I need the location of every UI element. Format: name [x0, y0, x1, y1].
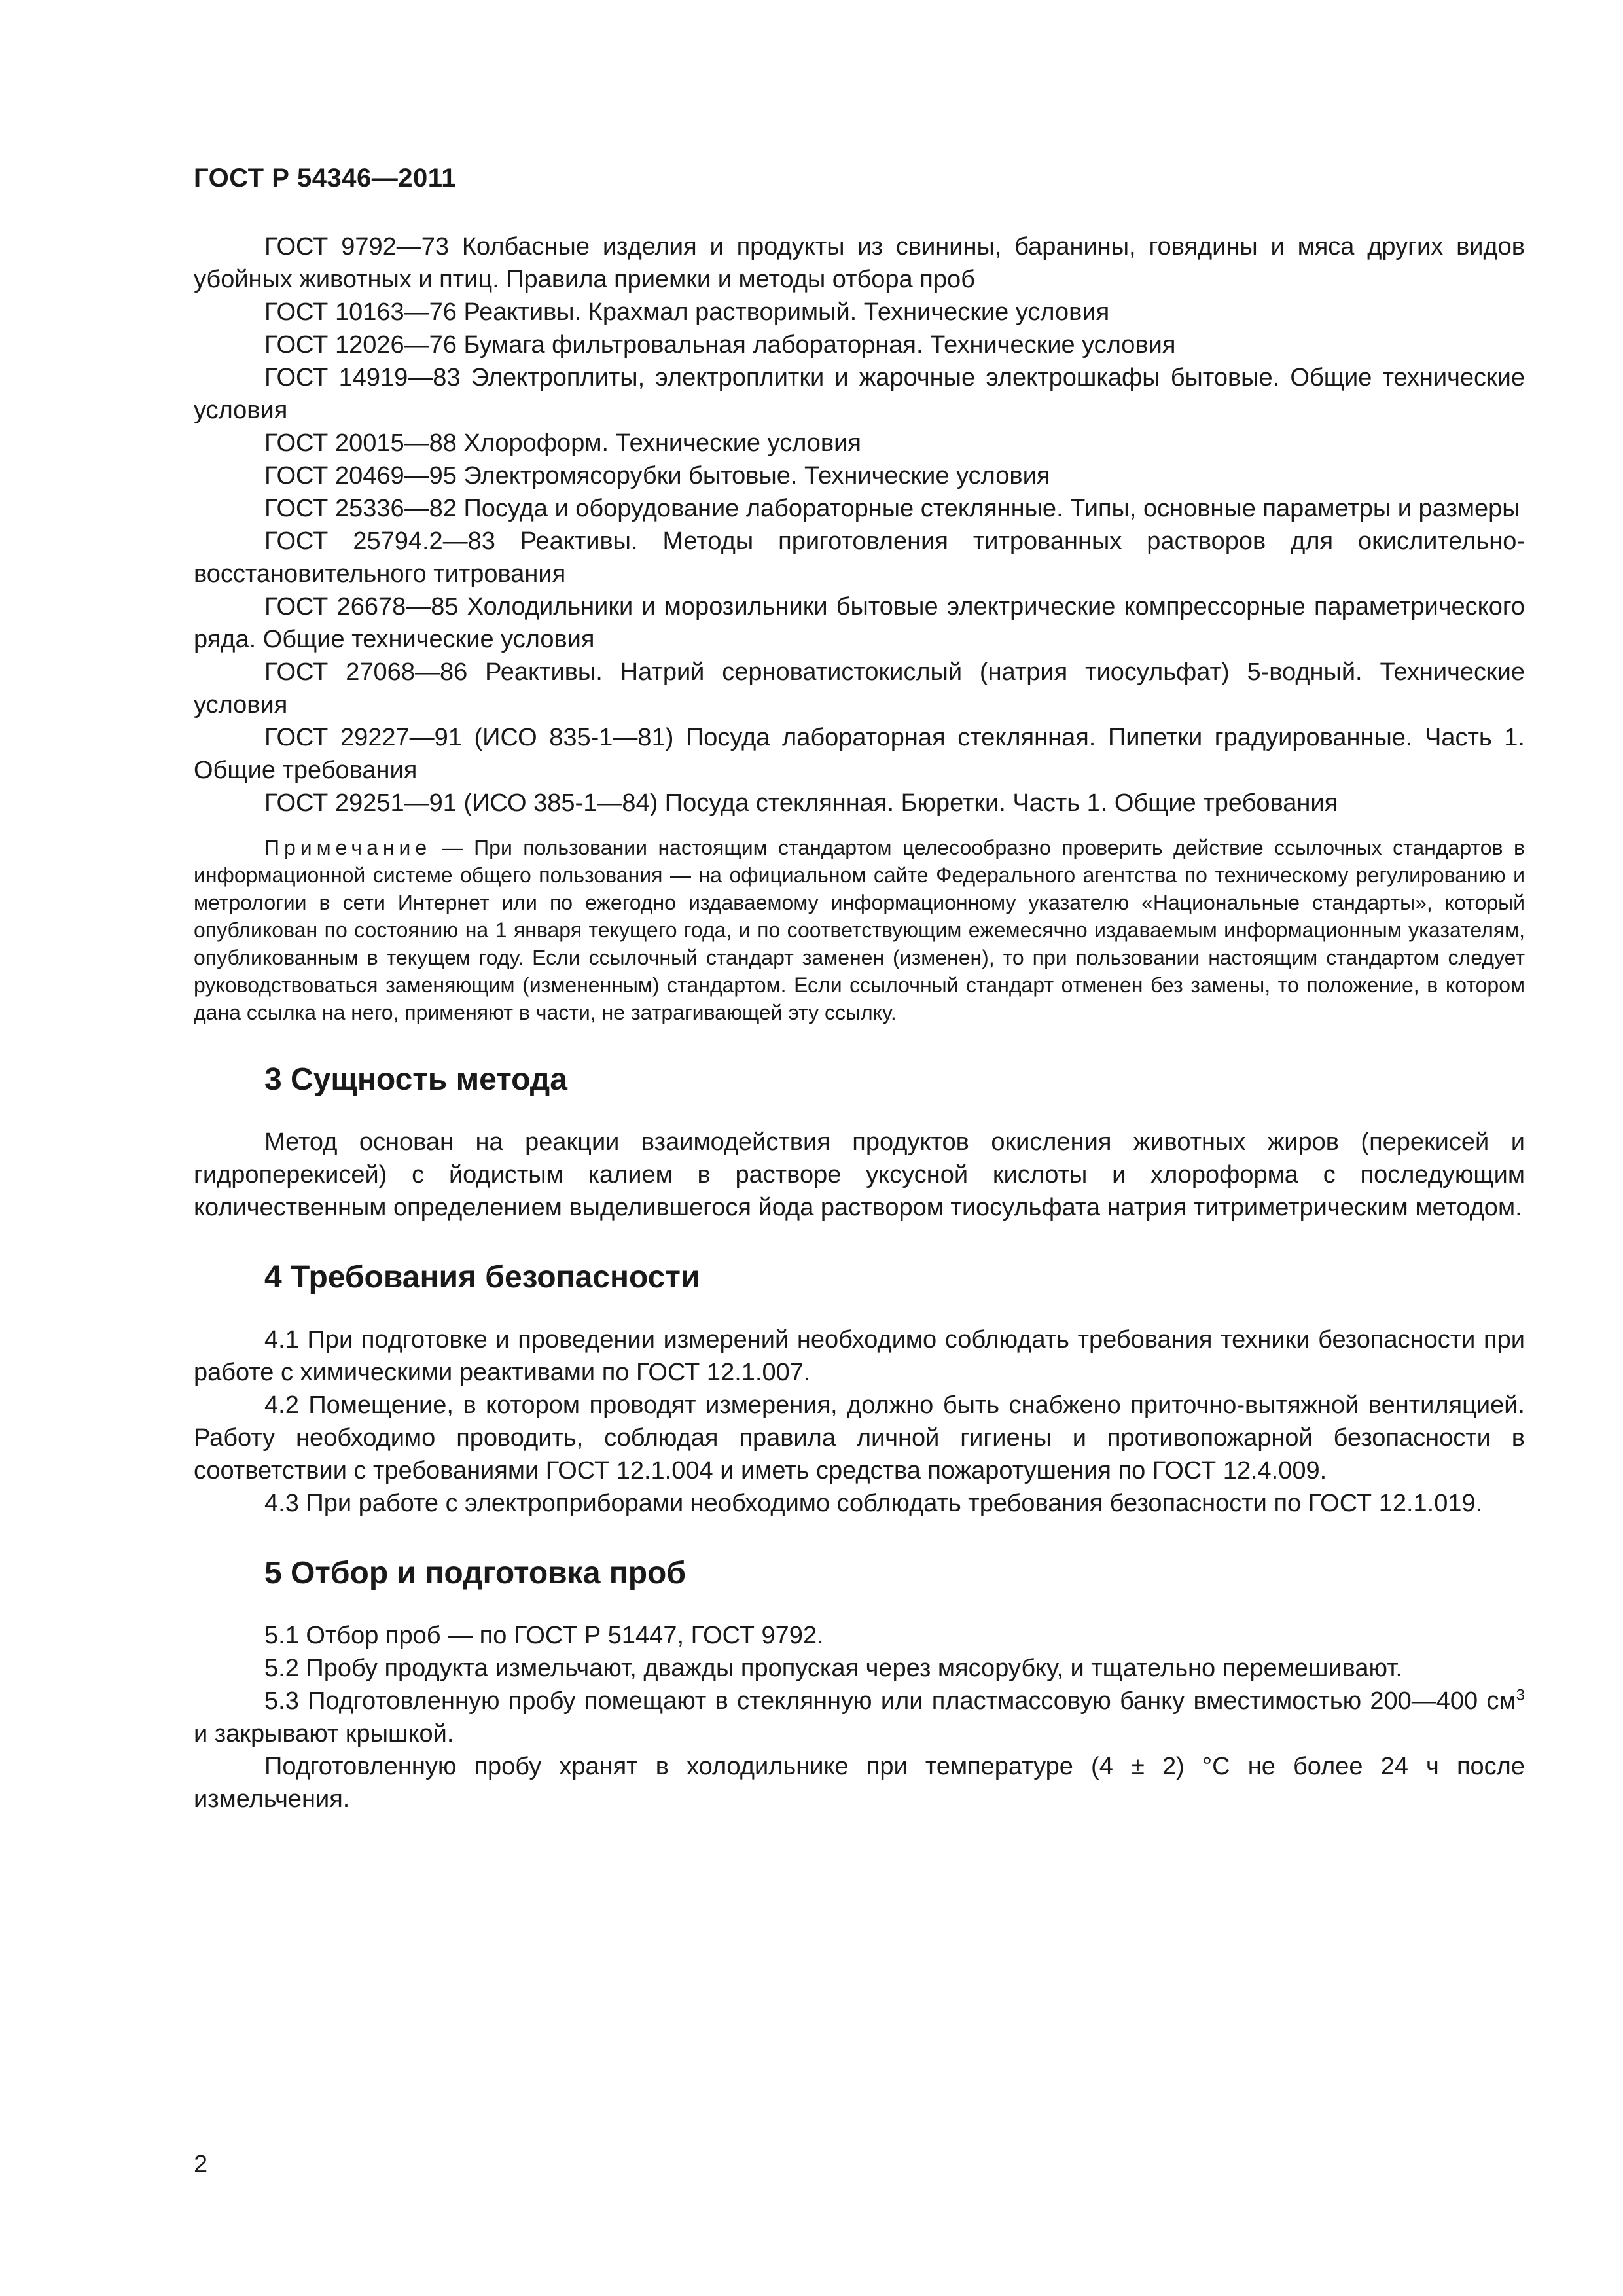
note-paragraph — [194, 834, 1525, 1026]
reference-item: ГОСТ 29227—91 (ИСО 835-1—81) Посуда лабораторная стеклянная. Пипетки градуированные. Часть 1. Общие требования — [194, 724, 1525, 784]
reference-item: ГОСТ 26678—85 Холодильники и морозильники бытовые электрические компрессорные параметрического ряда. Общие технические условия — [194, 593, 1525, 653]
section-4-paragraph: 4.2 Помещение, в котором проводят измерения, должно быть снабжено приточно-вытяжной вентиляцией. Работу необходимо проводить, соблюдая правила личной гигиены и противопожарной безопасности в соответствии с требованиями ГОСТ 12.1.004 и иметь средства пожаротушения по ГОСТ 12.4.009. — [194, 1391, 1525, 1484]
section-5-title: 5 Отбор и подготовка проб — [264, 1556, 687, 1590]
section-3-title: 3 Сущность метода — [264, 1062, 567, 1097]
reference-item: ГОСТ 9792—73 Колбасные изделия и продукты из свинины, баранины, говядины и мяса других видов убойных животных и птиц. Правила приемки и методы отбора проб — [194, 233, 1525, 293]
reference-item: ГОСТ 14919—83 Электроплиты, электроплитки и жарочные электрошкафы бытовые. Общие технические условия — [194, 364, 1525, 424]
section-5-paragraph — [194, 1685, 1525, 1750]
section-4-paragraph: 4.3 При работе с электроприборами необходимо соблюдать требования безопасности по ГОСТ 12.1.019. — [264, 1490, 1483, 1517]
references-list — [194, 230, 1525, 819]
note-label: Примечание — [264, 836, 432, 859]
section-4-title: 4 Требования безопасности — [264, 1260, 700, 1295]
reference-item: ГОСТ 10163—76 Реактивы. Крахмал растворимый. Технические условия — [264, 298, 1110, 326]
page-number: 2 — [194, 2151, 208, 2178]
superscript-3: 3 — [1516, 1686, 1525, 1704]
reference-item: ГОСТ 12026—76 Бумага фильтровальная лабораторная. Технические условия — [264, 331, 1176, 359]
note-text: — При пользовании настоящим стандартом целесообразно проверить действие ссылочных стандартов в информационной системе общего пользования — на официальном сайте Федерального агентства по техническому регулированию и метрологии в сети Интернет или по ежегодно издаваемому информационному указателю «Национальные стандарты», который опубликован по состоянию на 1 января текущего года, и по соответствующим ежемесячно издаваемым информационным указателям, опубликованным в текущем году. Если ссылочный стандарт заменен (изменен), то при пользовании настоящим стандартом следует руководствоваться заменяющим (измененным) стандартом. Если ссылочный стандарт отменен без замены, то положение, в котором дана ссылка на него, применяют в части, не затрагивающей эту ссылку. — [194, 836, 1525, 1024]
reference-item: ГОСТ 29251—91 (ИСО 385-1—84) Посуда стеклянная. Бюретки. Часть 1. Общие требования — [264, 789, 1338, 817]
section-3-paragraph: Метод основан на реакции взаимодействия продуктов окисления животных жиров (перекисей и гидроперекисей) с йодистым калием в растворе уксусной кислоты и хлороформа с последующим количественным определением выделившегося йода раствором тиосульфата натрия титриметрическим методом. — [194, 1128, 1525, 1221]
document-code-header: ГОСТ Р 54346—2011 — [194, 164, 456, 192]
section-5-3-text-end: и закрывают крышкой. — [194, 1720, 454, 1748]
document-body — [194, 230, 1525, 1816]
reference-item: ГОСТ 20469—95 Электромясорубки бытовые. Технические условия — [264, 462, 1050, 490]
section-4-paragraph: 4.1 При подготовке и проведении измерений необходимо соблюдать требования техники безопасности при работе с химическими реактивами по ГОСТ 12.1.007. — [194, 1326, 1525, 1386]
reference-item: ГОСТ 20015—88 Хлороформ. Технические условия — [264, 429, 861, 457]
section-5-3-text: 5.3 Подготовленную пробу помещают в стеклянную или пластмассовую банку вместимостью 200—400 см — [264, 1687, 1516, 1715]
section-5-paragraph: 5.1 Отбор проб — по ГОСТ Р 51447, ГОСТ 9792. — [264, 1622, 824, 1649]
reference-item: ГОСТ 27068—86 Реактивы. Натрий серноватистокислый (натрия тиосульфат) 5-водный. Технические условия — [194, 658, 1525, 719]
reference-item: ГОСТ 25336—82 Посуда и оборудование лабораторные стеклянные. Типы, основные параметры и размеры — [264, 495, 1520, 522]
reference-item: ГОСТ 25794.2—83 Реактивы. Методы приготовления титрованных растворов для окислительно-восстановительного титрования — [194, 528, 1525, 588]
section-5-paragraph: 5.2 Пробу продукта измельчают, дважды пропуская через мясорубку, и тщательно перемешивают. — [264, 1655, 1402, 1682]
section-5-paragraph: Подготовленную пробу хранят в холодильнике при температуре (4 ± 2) °С не более 24 ч после измельчения. — [194, 1753, 1525, 1813]
